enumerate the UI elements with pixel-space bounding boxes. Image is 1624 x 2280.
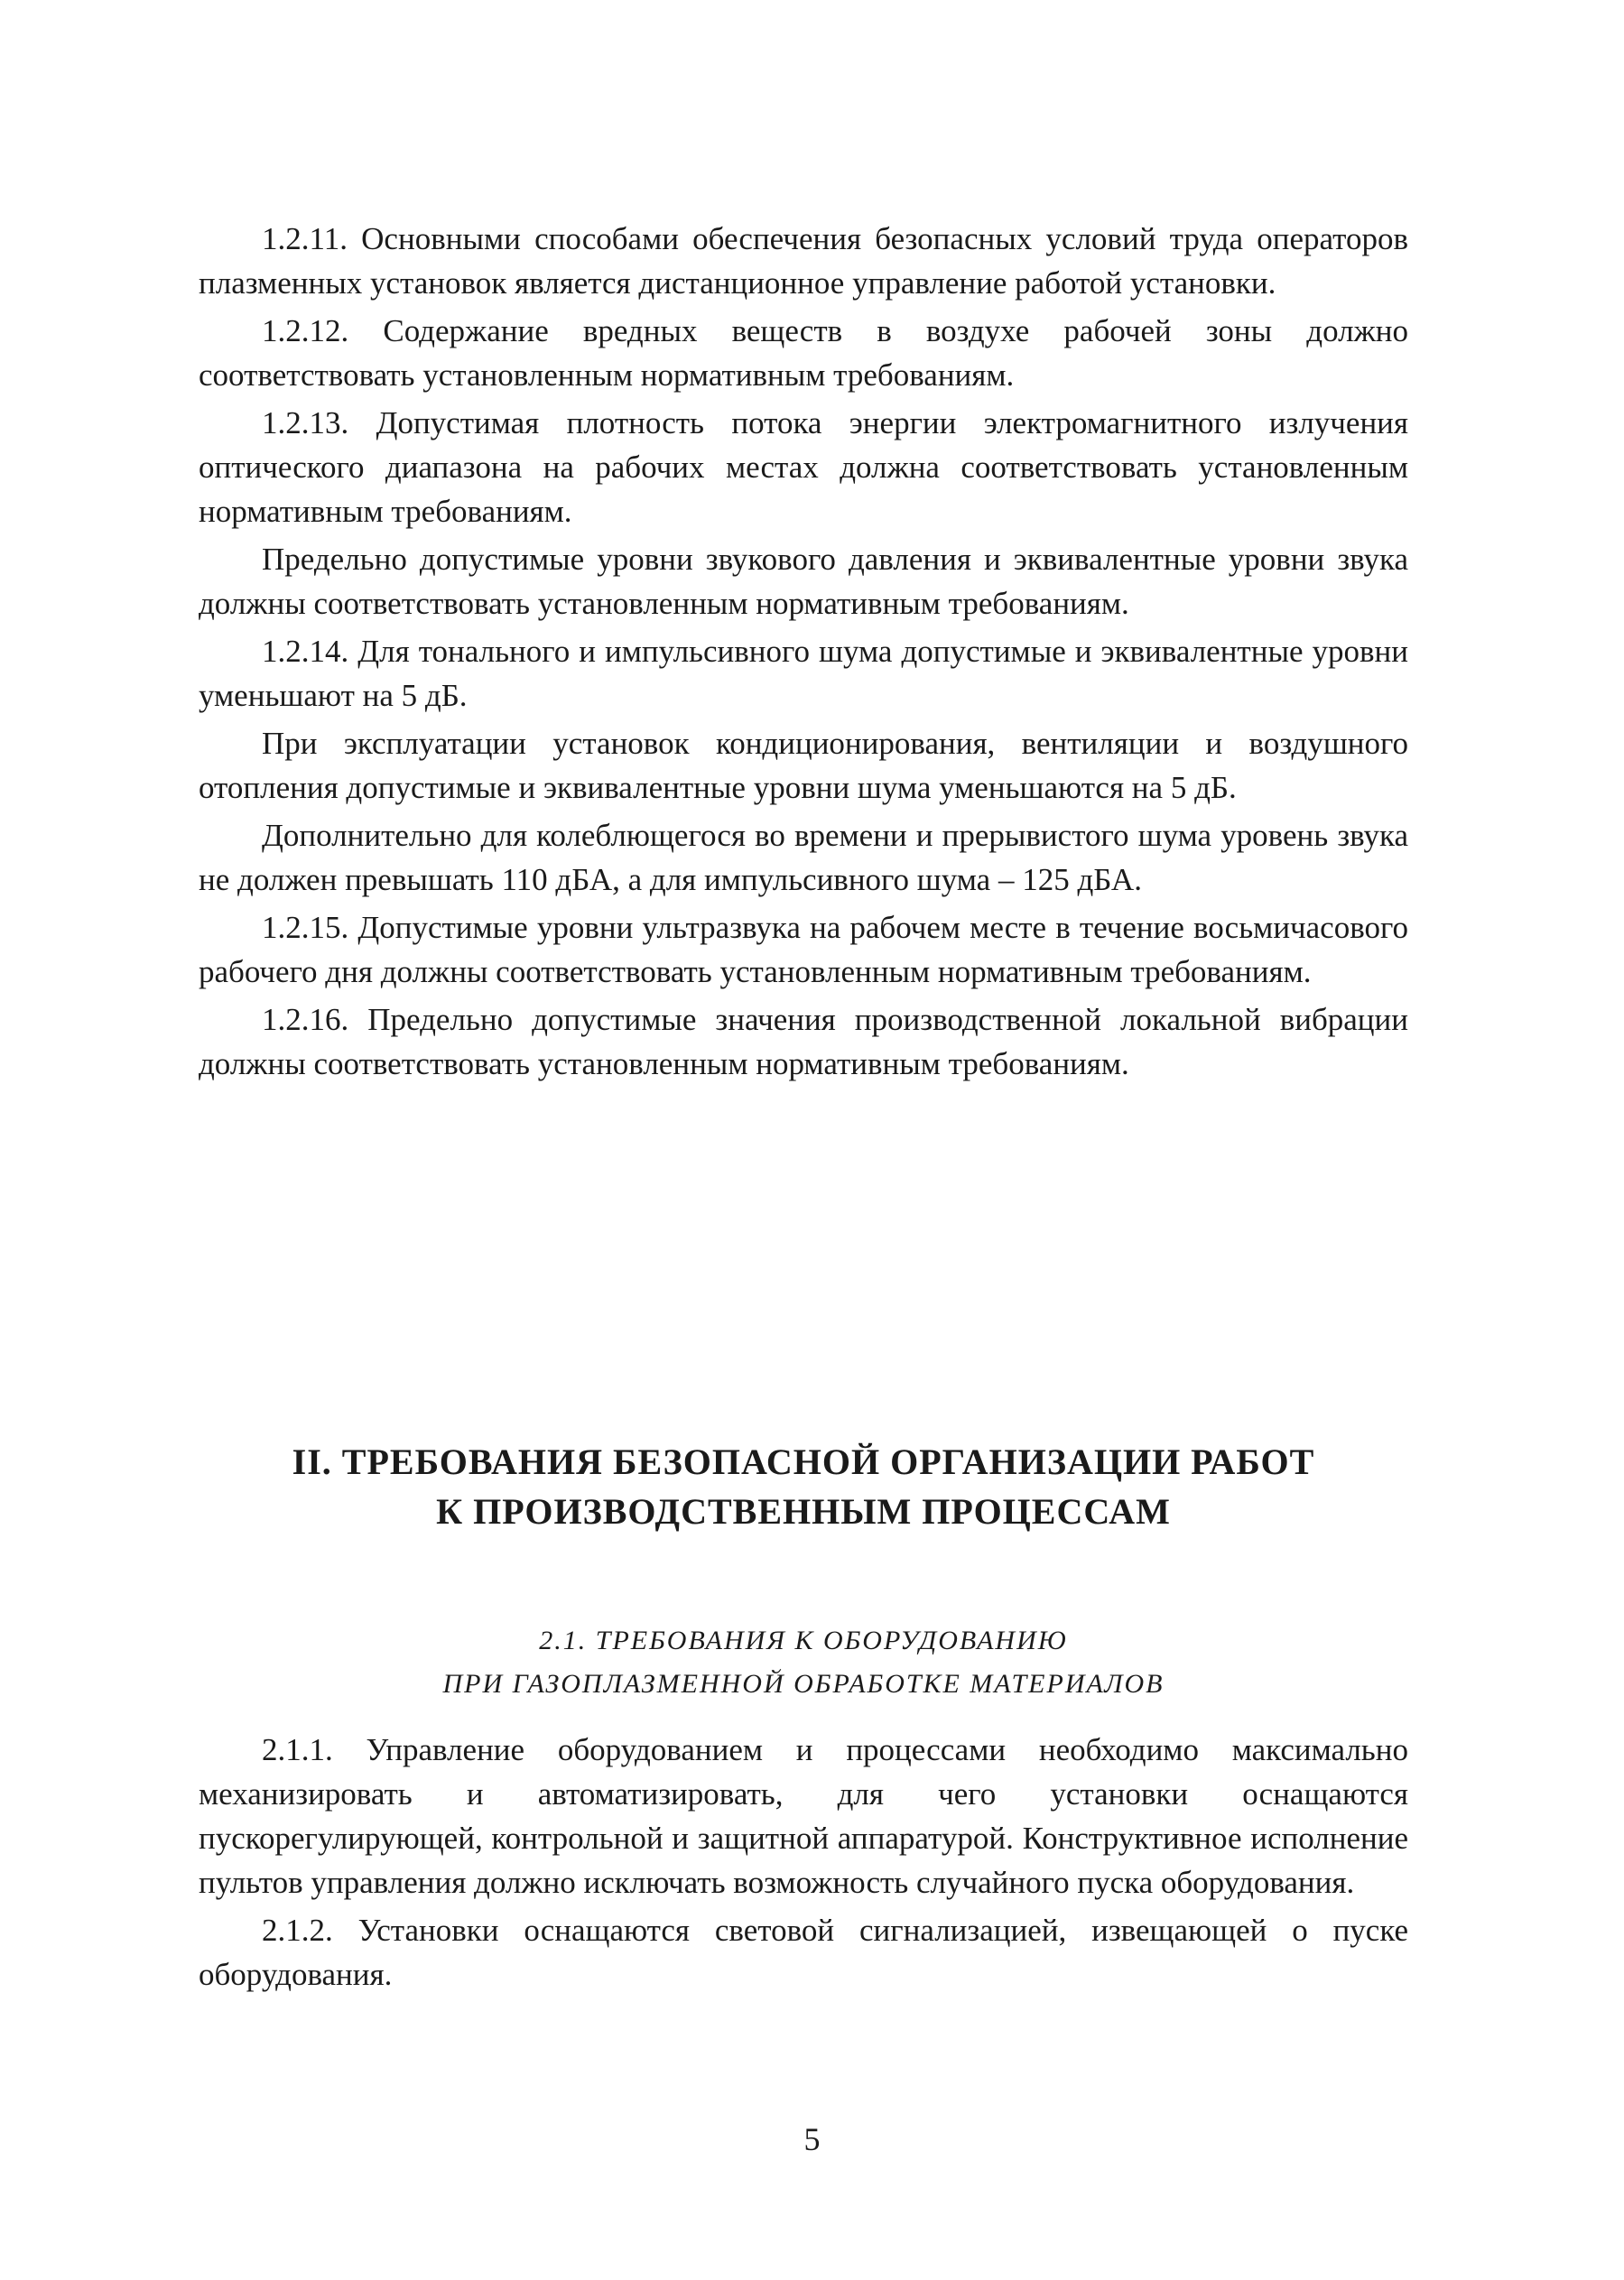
paragraph-1-2-15: 1.2.15. Допустимые уровни ультразвука на рабочем месте в течение восьмичасового рабочего дня должны соответствовать установленным нормативным требованиям. [199, 910, 1408, 989]
paragraph-1-2-14: 1.2.14. Для тонального и импульсивного шума допустимые и эквивалентные уровни уменьшают на 5 дБ. [199, 634, 1408, 713]
page-number: 5 [803, 2121, 821, 2157]
paragraph-intermittent-noise: Дополнительно для колеблющегося во времени и прерывистого шума уровень звука не должен превышать 110 дБА, а для импульсивного шума – 125 дБА. [199, 818, 1408, 897]
paragraph-1-2-12: 1.2.12. Содержание вредных веществ в воздухе рабочей зоны должно соответствовать установленным нормативным требованиям. [199, 313, 1408, 393]
body-text-top [199, 217, 1408, 1089]
section-heading-line-2: К ПРОИЗВОДСТВЕННЫМ ПРОЦЕССАМ [436, 1491, 1171, 1532]
paragraph-2-1-1: 2.1.1. Управление оборудованием и процессами необходимо максимально механизировать и автоматизировать, для чего установки оснащаются пускорегулирующей, контрольной и защитной аппаратурой. Конструктивное исполнение пультов управления должно исключать возможность случайного пуска оборудования. [199, 1732, 1408, 1900]
paragraph-1-2-16: 1.2.16. Предельно допустимые значения производственной локальной вибрации должны соответствовать установленным нормативным требованиям. [199, 1002, 1408, 1081]
subsection-heading-line-1: 2.1. ТРЕБОВАНИЯ К ОБОРУДОВАНИЮ [539, 1626, 1068, 1655]
paragraph-1-2-13: 1.2.13. Допустимая плотность потока энергии электромагнитного излучения оптического диапазона на рабочих местах должна соответствовать установленным нормативным требованиям. [199, 405, 1408, 529]
subsection-heading [199, 1619, 1408, 1706]
paragraph-1-2-11: 1.2.11. Основными способами обеспечения безопасных условий труда операторов плазменных установок является дистанционное управление работой установки. [199, 221, 1408, 301]
body-text-bottom [199, 1728, 1408, 2000]
section-heading [199, 1437, 1408, 1536]
paragraph-ventilation-noise: При эксплуатации установок кондиционирования, вентиляции и воздушного отопления допустимые и эквивалентные уровни шума уменьшаются на 5 дБ. [199, 726, 1408, 805]
paragraph-sound-pressure: Предельно допустимые уровни звукового давления и эквивалентные уровни звука должны соответствовать установленным нормативным требованиям. [199, 542, 1408, 621]
paragraph-2-1-2: 2.1.2. Установки оснащаются световой сигнализацией, извещающей о пуске оборудования. [199, 1913, 1408, 1992]
subsection-heading-line-2: ПРИ ГАЗОПЛАЗМЕННОЙ ОБРАБОТКЕ МАТЕРИАЛОВ [442, 1669, 1165, 1699]
section-heading-line-1: II. ТРЕБОВАНИЯ БЕЗОПАСНОЙ ОРГАНИЗАЦИИ РАБОТ [292, 1441, 1315, 1482]
